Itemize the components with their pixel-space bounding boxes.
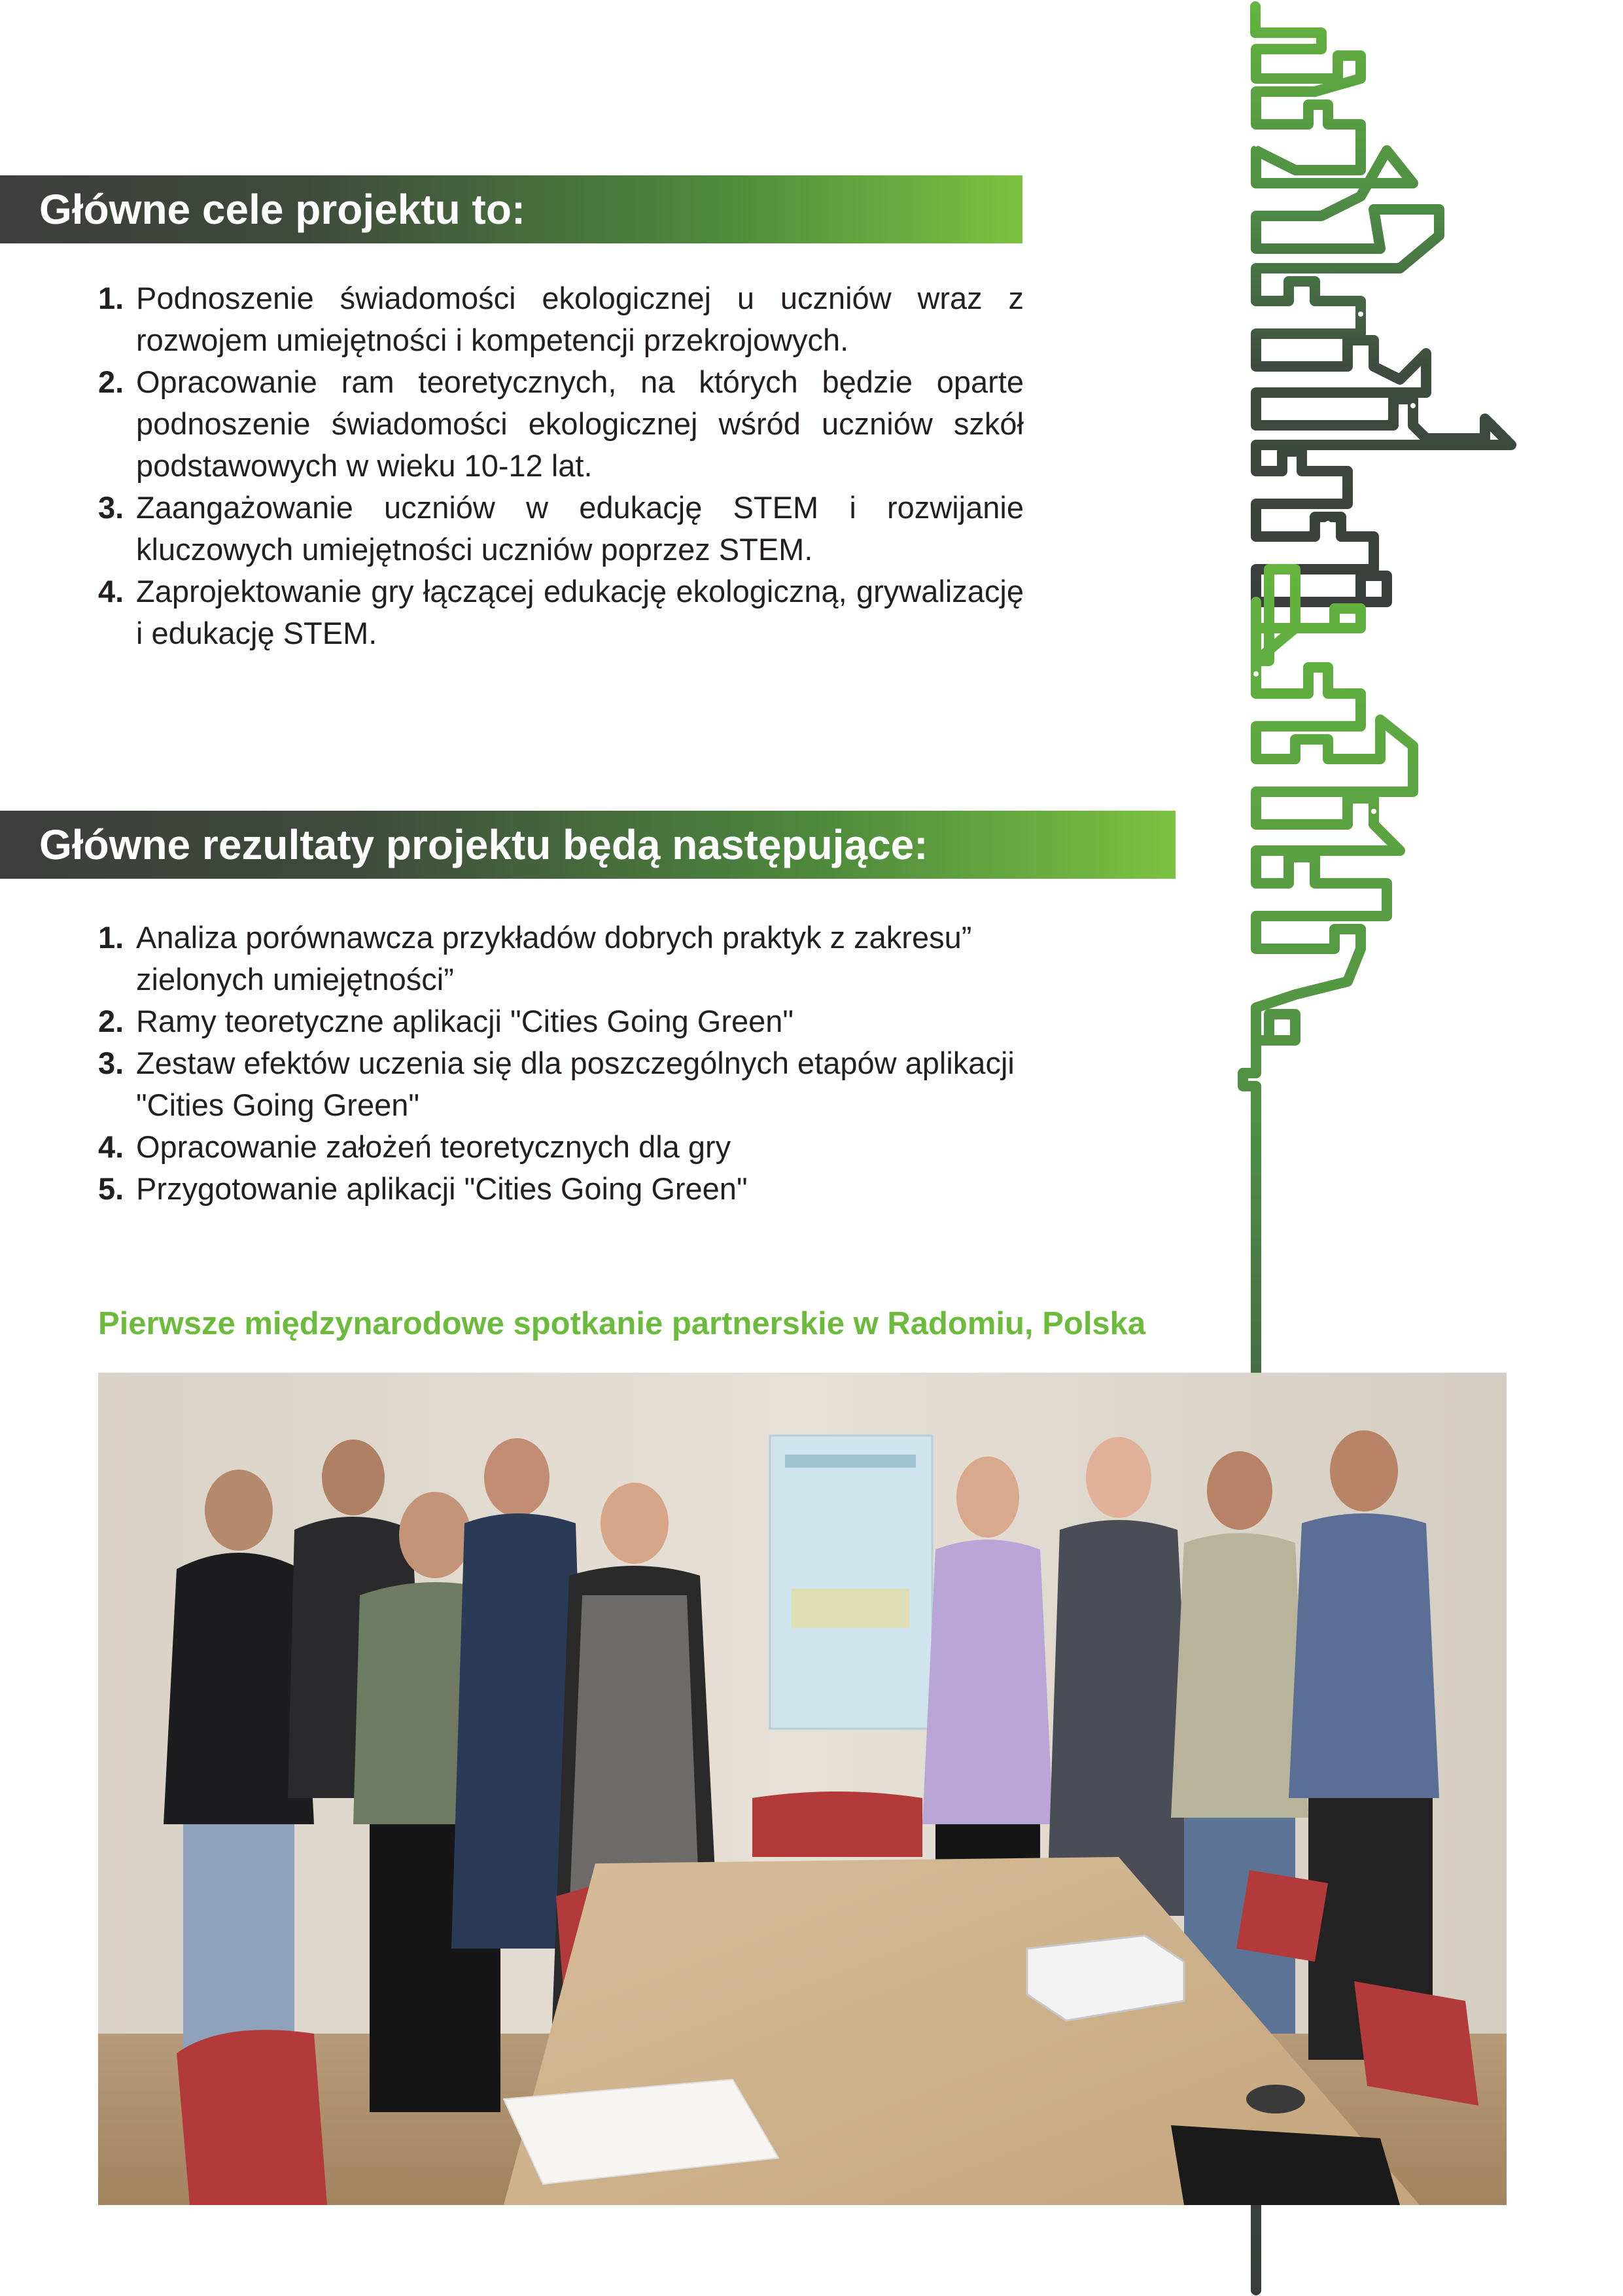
list-item: [98, 361, 1024, 487]
list-item-number: 2.: [98, 364, 124, 399]
list-item: [98, 1168, 1047, 1210]
list-item-text: Zaangażowanie uczniów w edukację STEM i rozwijanie kluczowych umiejętności uczniów poprzez STEM.: [136, 490, 1024, 567]
list-item: [98, 1126, 1047, 1168]
objectives-list: [98, 277, 1024, 654]
list-item-text: Podnoszenie świadomości ekologicznej u uczniów wraz z rozwojem umiejętności i kompetencji przekrojowych.: [136, 281, 1024, 357]
list-item-text: Zaprojektowanie gry łączącej edukację ekologiczną, grywalizację i edukację STEM.: [136, 574, 1024, 650]
photo-caption: Pierwsze międzynarodowe spotkanie partnerskie w Radomiu, Polska: [98, 1306, 1146, 1341]
list-item: [98, 1042, 1047, 1126]
objectives-heading-banner: [0, 175, 1022, 243]
list-item-number: 5.: [98, 1171, 124, 1206]
list-item-number: 3.: [98, 1046, 124, 1080]
list-item: [98, 571, 1024, 654]
list-item-text: Analiza porównawcza przykładów dobrych praktyk z zakresu” zielonych umiejętności”: [136, 920, 972, 997]
results-heading-banner: [0, 811, 1176, 879]
list-item: [98, 277, 1024, 361]
list-item: [98, 1000, 1047, 1042]
list-item-number: 1.: [98, 281, 124, 315]
list-item-number: 4.: [98, 574, 124, 609]
list-item: [98, 917, 1047, 1000]
list-item: [98, 487, 1024, 571]
list-item-text: Zestaw efektów uczenia się dla poszczególnych etapów aplikacji "Cities Going Green": [136, 1046, 1015, 1122]
objectives-heading: Główne cele projektu to:: [39, 186, 526, 233]
group-photo: [98, 1373, 1507, 2205]
list-item-text: Ramy teoretyczne aplikacji "Cities Going Green": [136, 1004, 794, 1038]
list-item-number: 4.: [98, 1129, 124, 1164]
results-list: [98, 917, 1047, 1210]
list-item-text: Opracowanie ram teoretycznych, na których będzie oparte podnoszenie świadomości ekologicznej wśród uczniów szkół podstawowych w wieku 10-12 lat.: [136, 364, 1024, 483]
list-item-number: 1.: [98, 920, 124, 955]
list-item-text: Opracowanie założeń teoretycznych dla gry: [136, 1129, 731, 1164]
list-item-number: 2.: [98, 1004, 124, 1038]
results-heading: Główne rezultaty projektu będą następujące:: [39, 821, 928, 868]
list-item-number: 3.: [98, 490, 124, 525]
list-item-text: Przygotowanie aplikacji "Cities Going Green": [136, 1171, 748, 1206]
